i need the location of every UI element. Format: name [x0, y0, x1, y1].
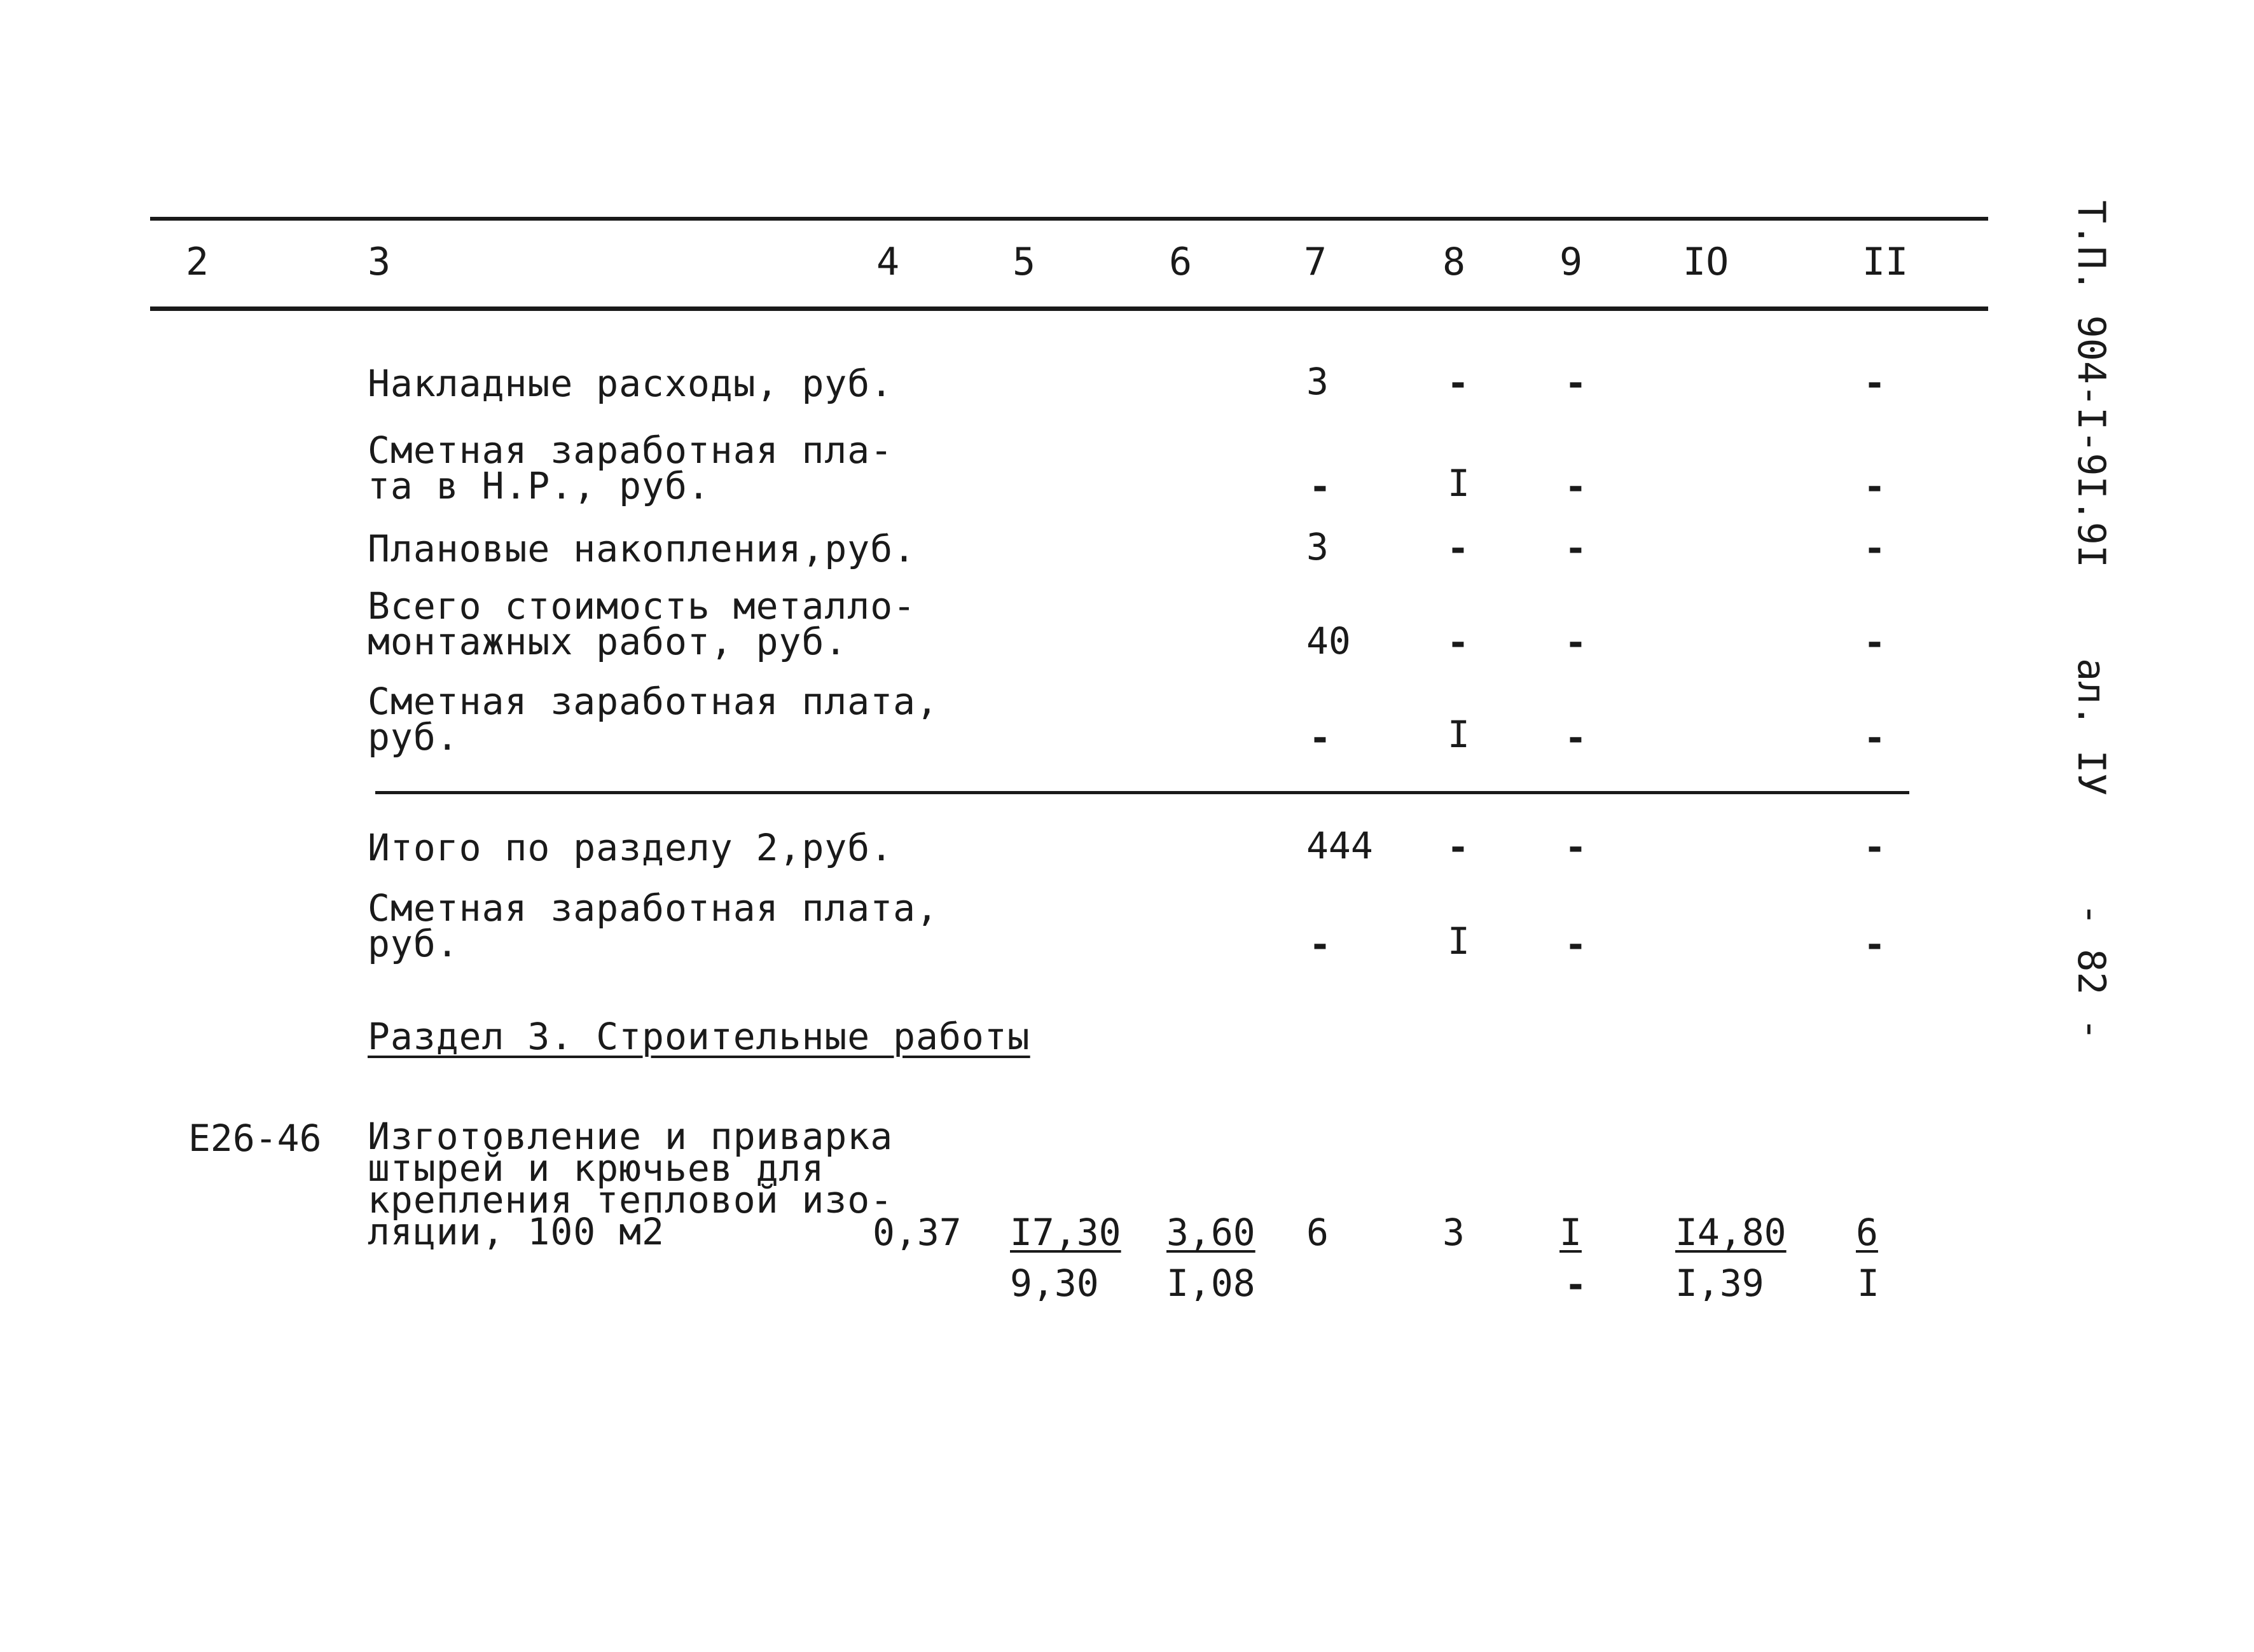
cell-col9: -	[1565, 621, 1587, 664]
cell-col8: 3	[1442, 1211, 1465, 1254]
header-bottom-rule	[150, 306, 1988, 311]
row-description: Накладные расходы, руб.	[368, 362, 894, 405]
cell-col8: -	[1447, 527, 1469, 570]
row-description: Сметная заработная пла- та в Н.Р., руб.	[368, 429, 894, 507]
column-header: II	[1862, 240, 1909, 284]
row-description: Плановые накопления,руб.	[368, 527, 916, 570]
subtotal-divider	[375, 791, 1909, 794]
column-header: 4	[876, 240, 900, 284]
row-description: Сметная заработная плата, руб.	[368, 680, 939, 759]
column-header: 2	[186, 240, 209, 284]
cell-col9: -	[1565, 716, 1587, 759]
cell-col8: -	[1447, 621, 1469, 664]
cell-col11: -	[1863, 923, 1886, 966]
cell-col4: 0,37	[873, 1211, 962, 1254]
column-header: 6	[1169, 240, 1193, 284]
cell-col7: 6	[1306, 1211, 1329, 1254]
cell-col10-top: I4,80	[1675, 1211, 1787, 1254]
cell-col11-bottom: I	[1857, 1262, 1879, 1305]
cell-col8: -	[1447, 825, 1469, 869]
cell-col5-bottom: 9,30	[1010, 1262, 1099, 1305]
cell-col11-top: 6	[1856, 1211, 1878, 1254]
cell-col8: I	[1448, 919, 1470, 963]
cell-col9: -	[1565, 465, 1587, 508]
row-description: Изготовление и приварка штырей и крючьев для крепления тепловой изо- ляции, 100 м2	[368, 1115, 894, 1253]
page-number: - 82 -	[2069, 903, 2113, 1041]
cell-col9: -	[1565, 361, 1587, 404]
cell-col7: -	[1309, 923, 1331, 966]
column-header: 9	[1559, 240, 1583, 284]
cell-col7: 3	[1306, 360, 1329, 403]
item-code: Е26-46	[188, 1117, 322, 1160]
row-description: Сметная заработная плата, руб.	[368, 886, 939, 965]
cell-col7: -	[1309, 716, 1331, 759]
cell-col9-bottom: -	[1565, 1263, 1587, 1306]
cell-col6-top: 3,60	[1166, 1211, 1255, 1254]
cell-col7: 40	[1306, 619, 1351, 663]
row-description: Всего стоимость металло- монтажных работ, руб.	[368, 584, 916, 663]
cell-col9: -	[1565, 527, 1587, 570]
column-header: 5	[1013, 240, 1036, 284]
column-header: IO	[1683, 240, 1729, 284]
cell-col11: -	[1863, 621, 1886, 664]
cell-col8: -	[1447, 361, 1469, 404]
cell-col9: -	[1565, 825, 1587, 869]
header-top-rule	[150, 217, 1988, 221]
cell-col11: -	[1863, 465, 1886, 508]
cell-col9-top: I	[1559, 1211, 1582, 1254]
cell-col8: I	[1448, 462, 1470, 505]
cell-col5-top: I7,30	[1010, 1211, 1121, 1254]
cell-col11: -	[1863, 825, 1886, 869]
column-header: 8	[1442, 240, 1466, 284]
cell-col11: -	[1863, 527, 1886, 570]
cell-col7: -	[1309, 465, 1331, 508]
cell-col11: -	[1863, 716, 1886, 759]
cell-col11: -	[1863, 361, 1886, 404]
column-header: 3	[368, 240, 391, 284]
row-description: Итого по разделу 2,руб.	[368, 826, 894, 869]
cell-col6-bottom: I,08	[1166, 1262, 1255, 1305]
cell-col9: -	[1565, 923, 1587, 966]
cell-col10-bottom: I,39	[1675, 1262, 1764, 1305]
cell-col8: I	[1448, 713, 1470, 756]
cell-col7: 3	[1306, 525, 1329, 568]
document-code: Т.П. 904-I-9I.9I	[2069, 200, 2113, 568]
section-title: Раздел 3. Строительные работы	[368, 1015, 1030, 1058]
album-label: ал. ІУ	[2069, 658, 2113, 796]
column-header: 7	[1304, 240, 1327, 284]
cell-col7: 444	[1306, 824, 1373, 867]
